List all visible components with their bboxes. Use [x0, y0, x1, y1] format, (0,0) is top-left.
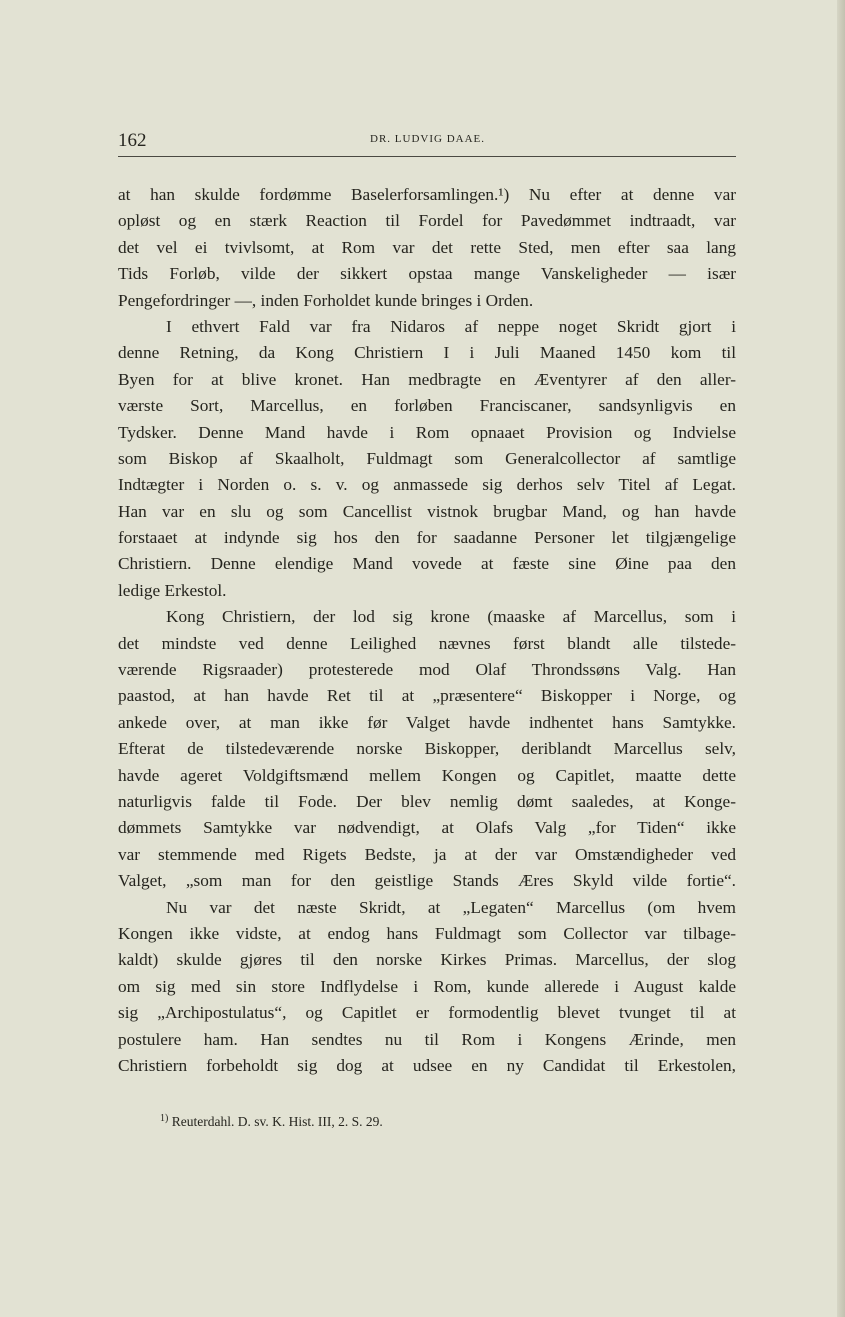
footnote-text: Reuterdahl. D. sv. K. Hist. III, 2. S. 29. [171, 1114, 383, 1129]
text-line: værste Sort, Marcellus, en forløben Franciscaner, sandsynligvis en [118, 396, 736, 416]
text-line: som Biskop af Skaalholt, Fuldmagt som Generalcollector af samtlige [118, 448, 736, 468]
text-line: Kongen ikke vidste, at endog hans Fuldmagt som Collector var tilbage- [118, 923, 736, 943]
footnote [160, 1113, 383, 1130]
text-line: Indtægter i Norden o. s. v. og anmassede sig derhos selv Titel af Legat. [118, 475, 736, 495]
text-line: det mindste ved denne Leilighed nævnes først blandt alle tilstede- [118, 633, 736, 653]
text-line: Pengefordringer —, inden Forholdet kunde bringes i Orden. [118, 290, 534, 310]
text-line: ankede over, at man ikke før Valget havde indhentet hans Samtykke. [118, 712, 736, 732]
text-line: naturligvis falde til Fode. Der blev nemlig dømt saaledes, at Konge- [118, 791, 736, 811]
text-line: Valget, „som man for den geistlige Stands Æres Skyld vilde fortie“. [118, 871, 736, 891]
text-line: at han skulde fordømme Baselerforsamlingen.¹) Nu efter at denne var [118, 185, 736, 204]
text-line: det vel ei tvivlsomt, at Rom var det rette Sted, men efter saa lang [118, 237, 736, 257]
text-line: Han var en slu og som Cancellist vistnok brugbar Mand, og han havde [118, 501, 736, 521]
text-line: værende Rigsraader) protesterede mod Olaf Throndssøns Valg. Han [118, 660, 736, 680]
footnote-marker: 1) [160, 1113, 169, 1124]
text-line: forstaaet at indynde sig hos den for saadanne Personer let tilgjængelige [118, 528, 736, 548]
text-line: Kong Christiern, der lod sig krone (maaske af Marcellus, som i [166, 607, 736, 627]
text-line: Christiern forbeholdt sig dog at udsee en ny Candidat til Erkestolen, [118, 1055, 736, 1075]
text-line: om sig med sin store Indflydelse i Rom, kunde allerede i August kalde [118, 976, 736, 996]
running-head: DR. LUDVIG DAAE. [370, 133, 485, 145]
text-line: kaldt) skulde gjøres til den norske Kirkes Primas. Marcellus, der slog [118, 950, 736, 970]
text-line: ledige Erkestol. [118, 580, 227, 600]
text-line: Nu var det næste Skridt, at „Legaten“ Marcellus (om hvem [166, 897, 736, 917]
text-line: opløst og en stærk Reaction til Fordel for Pavedømmet indtraadt, var [118, 211, 736, 231]
text-line: sig „Archipostulatus“, og Capitlet er formodentlig blevet tvunget til at [118, 1003, 736, 1023]
text-line: Byen for at blive kronet. Han medbragte en Æventyrer af den aller- [118, 369, 736, 389]
page-edge [837, 0, 845, 1317]
text-line: var stemmende med Rigets Bedste, ja at der var Omstændigheder ved [118, 844, 736, 864]
text-line: Efterat de tilstedeværende norske Biskopper, deriblandt Marcellus selv, [118, 739, 736, 759]
text-line: paastod, at han havde Ret til at „præsentere“ Biskopper i Norge, og [118, 686, 736, 706]
page-header [118, 130, 736, 157]
page-number: 162 [118, 130, 147, 151]
text-line: denne Retning, da Kong Christiern I i Juli Maaned 1450 kom til [118, 343, 736, 363]
body-text [118, 182, 736, 1079]
text-line: Christiern. Denne elendige Mand vovede at fæste sine Øine paa den [118, 554, 736, 574]
text-line: Tids Forløb, vilde der sikkert opstaa mange Vanskeligheder — især [118, 264, 736, 284]
text-line: I ethvert Fald var fra Nidaros af neppe noget Skridt gjort i [166, 316, 736, 336]
text-line: Tydsker. Denne Mand havde i Rom opnaaet Provision og Indvielse [118, 422, 736, 442]
text-line: havde ageret Voldgiftsmænd mellem Kongen og Capitlet, maatte dette [118, 765, 736, 785]
text-line: postulere ham. Han sendtes nu til Rom i Kongens Ærinde, men [118, 1029, 736, 1049]
text-line: dømmets Samtykke var nødvendigt, at Olafs Valg „for Tiden“ ikke [118, 818, 736, 838]
